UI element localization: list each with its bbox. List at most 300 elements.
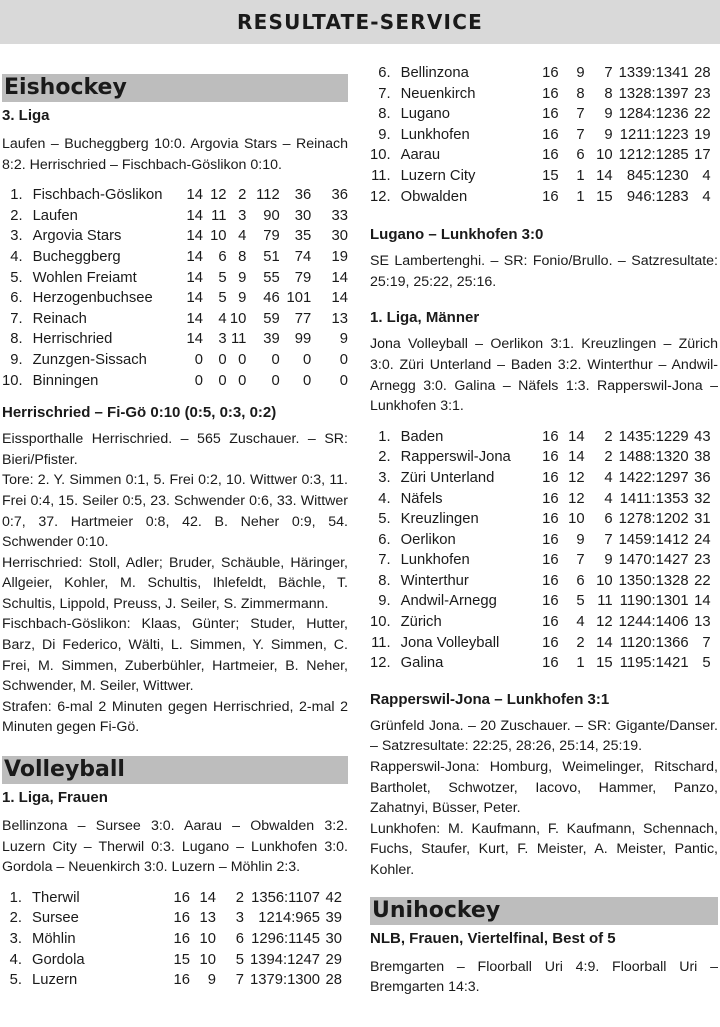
stat-cell: 12. bbox=[370, 655, 391, 672]
stat-cell: 16 bbox=[173, 972, 190, 989]
game-report: Fischbach-Göslikon: Klaas, Günter; Studer, Hutter, Barz, Di Federico, Wälti, L. Simmen, Y. Simmen, C. Frei, M. Simmen, Zuberbühler, Hartmeier, B. Neher, Schwender, M. Seiler, Wittwer. bbox=[2, 616, 348, 695]
page-title: RESULTATE-SERVICE bbox=[237, 10, 483, 34]
stat-cell: 1435:1229 bbox=[618, 428, 689, 445]
stat-cell: 15 bbox=[173, 951, 190, 968]
stat-cell: 33 bbox=[331, 207, 348, 224]
stat-cell: 10 bbox=[229, 310, 247, 327]
stat-cell: 1422:1297 bbox=[618, 469, 689, 486]
table-row bbox=[2, 268, 348, 289]
game-report: Tore: 2. Y. Simmen 0:1, 5. Frei 0:2, 10. Wittwer 0:3, 11. Frei 0:4, 15. Seiler 0:5, 23. Schwender 0:6, 33. Wittwer 0:7, 37. Hartmeier 0:8, 42. B. Neher 0:9, 54. Schwender 0:10. bbox=[2, 472, 348, 551]
stat-cell: 99 bbox=[294, 331, 312, 348]
league-heading: NLB, Frauen, Viertelfinal, Best of 5 bbox=[370, 929, 616, 947]
team-cell: Baden bbox=[400, 428, 444, 445]
stat-cell: 11. bbox=[371, 167, 391, 184]
team-cell: Luzern bbox=[32, 972, 78, 989]
game-report: Eissporthalle Herrischried. – 565 Zuschauer. – SR: Bieri/Pfister. bbox=[2, 431, 348, 468]
table-row bbox=[370, 571, 711, 592]
stat-cell: 9 bbox=[604, 552, 613, 569]
table-row bbox=[2, 888, 342, 909]
team-cell: Bucheggberg bbox=[32, 248, 121, 265]
stat-cell: 1350:1328 bbox=[618, 572, 689, 589]
stat-cell: 16 bbox=[542, 126, 559, 143]
stat-cell: 16 bbox=[542, 655, 559, 672]
stat-cell: 3 bbox=[218, 331, 227, 348]
stat-cell: 22 bbox=[694, 572, 711, 589]
stat-cell: 112 bbox=[256, 187, 280, 204]
stat-cell: 2 bbox=[238, 187, 247, 204]
stat-cell: 1. bbox=[9, 889, 22, 906]
stat-cell: 30 bbox=[325, 931, 342, 947]
stat-cell: 7 bbox=[576, 552, 585, 569]
stat-cell: 7 bbox=[576, 126, 585, 143]
team-cell: Reinach bbox=[32, 310, 87, 327]
stat-cell: 1 bbox=[576, 188, 585, 205]
stat-cell: 9 bbox=[576, 531, 585, 548]
stat-cell: 1278:1202 bbox=[618, 511, 689, 528]
stat-cell: 16 bbox=[542, 65, 559, 81]
stat-cell: 1488:1320 bbox=[618, 449, 689, 466]
stat-cell: 0 bbox=[194, 372, 204, 389]
league-heading: 3. Liga bbox=[2, 107, 50, 124]
stat-cell: 7 bbox=[604, 531, 613, 548]
stat-cell: 16 bbox=[542, 85, 559, 102]
stat-cell: 14 bbox=[186, 207, 204, 224]
stat-cell: 7 bbox=[576, 106, 585, 123]
stat-cell: 10 bbox=[210, 228, 227, 245]
stat-cell: 12 bbox=[568, 469, 585, 486]
stat-cell: 16 bbox=[542, 531, 559, 548]
stat-cell: 9 bbox=[238, 269, 247, 286]
stat-cell: 14 bbox=[596, 634, 613, 651]
stat-cell: 3 bbox=[235, 910, 244, 927]
stat-cell: 0 bbox=[218, 372, 227, 389]
stat-cell: 3 bbox=[238, 207, 247, 224]
team-cell: Jona Volleyball bbox=[400, 634, 500, 651]
stat-cell: 0 bbox=[238, 372, 247, 389]
team-cell: Argovia Stars bbox=[32, 228, 122, 245]
stat-cell: 9. bbox=[378, 126, 391, 143]
team-cell: Rapperswil-Jona bbox=[400, 449, 511, 466]
stat-cell: 51 bbox=[263, 248, 280, 265]
team-cell: Möhlin bbox=[32, 931, 76, 947]
stat-cell: 1328:1397 bbox=[618, 85, 689, 102]
stat-cell: 15 bbox=[542, 167, 559, 184]
table-row bbox=[2, 350, 348, 371]
stat-cell: 55 bbox=[263, 269, 280, 286]
stat-cell: 19 bbox=[694, 126, 711, 143]
stat-cell: 1284:1236 bbox=[618, 106, 689, 123]
stat-cell: 1296:1145 bbox=[251, 931, 320, 947]
stat-cell: 8 bbox=[604, 85, 613, 102]
team-cell: Bellinzona bbox=[400, 65, 469, 81]
stat-cell: 12 bbox=[210, 187, 227, 204]
table-row bbox=[370, 104, 711, 125]
team-cell: Wohlen Freiamt bbox=[32, 269, 137, 286]
team-cell: Kreuzlingen bbox=[400, 511, 479, 528]
stat-cell: 6 bbox=[576, 147, 585, 164]
stat-cell: 5 bbox=[576, 593, 585, 610]
stat-cell: 9 bbox=[339, 331, 348, 348]
stat-cell: 31 bbox=[694, 511, 711, 528]
section-title-volleyball: Volleyball bbox=[2, 756, 348, 784]
standings-table-volleyball-men bbox=[370, 427, 711, 674]
stat-cell: 16 bbox=[542, 511, 559, 528]
team-cell: Züri Unterland bbox=[400, 469, 495, 486]
stat-cell: 4 bbox=[238, 228, 247, 245]
stat-cell: 14 bbox=[568, 428, 585, 445]
stat-cell: 1459:1412 bbox=[618, 531, 689, 548]
stat-cell: 6. bbox=[378, 531, 391, 548]
stat-cell: 14 bbox=[186, 248, 204, 265]
stat-cell: 16 bbox=[173, 910, 190, 927]
team-cell: Herzogenbuchsee bbox=[32, 290, 153, 307]
stat-cell: 10 bbox=[199, 951, 216, 968]
results-paragraph: Laufen – Bucheggberg 10:0. Argovia Stars – Reinach 8:2. Herrischried – Fischbach-Göslikon 0:10. bbox=[2, 136, 348, 173]
stat-cell: 7. bbox=[10, 310, 23, 327]
team-cell: Galina bbox=[400, 655, 444, 672]
stat-cell: 0 bbox=[194, 351, 204, 368]
stat-cell: 46 bbox=[263, 290, 280, 307]
stat-cell: 10 bbox=[199, 931, 216, 947]
stat-cell: 14 bbox=[186, 228, 204, 245]
table-row bbox=[2, 970, 342, 991]
table-row bbox=[2, 929, 342, 950]
stat-cell: 13 bbox=[331, 310, 348, 327]
stat-cell: 10 bbox=[568, 511, 585, 528]
stat-cell: 23 bbox=[694, 552, 711, 569]
table-row bbox=[370, 550, 711, 571]
team-cell: Laufen bbox=[32, 207, 78, 224]
stat-cell: 16 bbox=[542, 552, 559, 569]
stat-cell: 0 bbox=[303, 372, 312, 389]
stat-cell: 0 bbox=[271, 351, 280, 368]
stat-cell: 5. bbox=[9, 972, 22, 989]
stat-cell: 11. bbox=[371, 634, 391, 651]
stat-cell: 1214:965 bbox=[258, 910, 320, 927]
stat-cell: 36 bbox=[294, 187, 312, 204]
table-row bbox=[370, 591, 711, 612]
stat-cell: 2 bbox=[604, 428, 613, 445]
team-cell: Winterthur bbox=[400, 572, 469, 589]
stat-cell: 1190:1301 bbox=[619, 593, 689, 610]
table-row bbox=[370, 125, 711, 146]
stat-cell: 8. bbox=[378, 572, 391, 589]
stat-cell: 42 bbox=[325, 889, 342, 906]
stat-cell: 74 bbox=[294, 248, 312, 265]
stat-cell: 13 bbox=[694, 614, 711, 631]
table-row bbox=[370, 427, 711, 448]
stat-cell: 79 bbox=[263, 228, 280, 245]
stat-cell: 9 bbox=[604, 106, 613, 123]
stat-cell: 8. bbox=[378, 106, 391, 123]
header-banner bbox=[0, 0, 720, 44]
stat-cell: 38 bbox=[694, 449, 711, 466]
stat-cell: 29 bbox=[325, 951, 342, 968]
game-report: SE Lambertenghi. – SR: Fonio/Brullo. – Satzresultate: 25:19, 25:22, 25:16. bbox=[370, 253, 718, 290]
stat-cell: 5 bbox=[235, 951, 244, 968]
stat-cell: 14 bbox=[331, 269, 348, 286]
table-row bbox=[2, 371, 348, 392]
team-cell: Zürich bbox=[400, 614, 442, 631]
stat-cell: 28 bbox=[694, 65, 711, 81]
table-row bbox=[2, 908, 342, 929]
stat-cell: 15 bbox=[596, 188, 613, 205]
stat-cell: 2 bbox=[604, 449, 613, 466]
stat-cell: 24 bbox=[694, 531, 711, 548]
stat-cell: 16 bbox=[542, 593, 559, 610]
stat-cell: 5 bbox=[218, 290, 227, 307]
stat-cell: 10. bbox=[2, 372, 23, 389]
stat-cell: 30 bbox=[331, 228, 348, 245]
team-cell: Neuenkirch bbox=[400, 85, 476, 102]
stat-cell: 1. bbox=[378, 428, 391, 445]
table-row bbox=[370, 84, 711, 105]
stat-cell: 59 bbox=[263, 310, 280, 327]
stat-cell: 35 bbox=[294, 228, 312, 245]
stat-cell: 6 bbox=[235, 931, 244, 947]
stat-cell: 9 bbox=[576, 65, 585, 81]
stat-cell: 4 bbox=[576, 614, 585, 631]
league-heading: 1. Liga, Männer bbox=[370, 309, 480, 327]
stat-cell: 9 bbox=[238, 290, 247, 307]
stat-cell: 101 bbox=[286, 290, 312, 307]
table-row bbox=[370, 612, 711, 633]
stat-cell: 16 bbox=[542, 147, 559, 164]
stat-cell: 19 bbox=[331, 248, 348, 265]
stat-cell: 14 bbox=[186, 331, 204, 348]
table-row bbox=[2, 226, 348, 247]
table-row bbox=[2, 329, 348, 350]
stat-cell: 12 bbox=[596, 614, 613, 631]
stat-cell: 0 bbox=[339, 372, 348, 389]
stat-cell: 14 bbox=[186, 269, 204, 286]
stat-cell: 0 bbox=[218, 351, 227, 368]
team-cell: Luzern City bbox=[400, 167, 476, 184]
stat-cell: 1120:1366 bbox=[619, 634, 689, 651]
standings-table-volleyball-women bbox=[2, 888, 342, 991]
stat-cell: 11 bbox=[211, 207, 227, 224]
stat-cell: 13 bbox=[199, 910, 216, 927]
stat-cell: 12. bbox=[370, 188, 391, 205]
stat-cell: 1356:1107 bbox=[251, 889, 320, 906]
stat-cell: 9. bbox=[378, 593, 391, 610]
table-row bbox=[370, 653, 711, 674]
standings-table-volleyball-women-continued bbox=[370, 63, 711, 207]
game-heading: Herrischried – Fi-Gö 0:10 (0:5, 0:3, 0:2) bbox=[2, 404, 277, 422]
table-row bbox=[2, 950, 342, 971]
team-cell: Sursee bbox=[32, 910, 79, 927]
team-cell: Näfels bbox=[400, 490, 443, 507]
team-cell: Aarau bbox=[400, 147, 441, 164]
stat-cell: 7. bbox=[378, 85, 391, 102]
stat-cell: 5. bbox=[378, 511, 391, 528]
stat-cell: 14 bbox=[331, 290, 348, 307]
stat-cell: 16 bbox=[173, 931, 190, 947]
stat-cell: 4 bbox=[218, 310, 227, 327]
stat-cell: 2. bbox=[9, 910, 22, 927]
stat-cell: 28 bbox=[325, 972, 342, 989]
game-report: Strafen: 6-mal 2 Minuten gegen Herrischried, 2-mal 2 Minuten gegen Fi-Gö. bbox=[2, 698, 348, 736]
stat-cell: 2. bbox=[378, 449, 391, 466]
stat-cell: 5 bbox=[702, 655, 711, 672]
team-cell: Obwalden bbox=[400, 188, 468, 205]
table-row bbox=[370, 633, 711, 654]
table-row bbox=[370, 509, 711, 530]
game-heading: Lugano – Lunkhofen 3:0 bbox=[370, 226, 544, 244]
table-row bbox=[370, 530, 711, 551]
standings-table-eishockey bbox=[2, 185, 348, 391]
stat-cell: 16 bbox=[542, 188, 559, 205]
stat-cell: 946:1283 bbox=[626, 188, 689, 205]
stat-cell: 2 bbox=[576, 634, 585, 651]
stat-cell: 6 bbox=[604, 511, 613, 528]
stat-cell: 36 bbox=[694, 469, 711, 486]
stat-cell: 1470:1427 bbox=[618, 552, 689, 569]
game-report: Herrischried: Stoll, Adler; Bruder, Schäuble, Häringer, Allgeier, Kohler, M. Schultis, Ihlefeldt, Bächle, T. Schultis, Lippold, Preuss, J. Seiler, S. Zimmermann. bbox=[2, 554, 348, 612]
stat-cell: 1 bbox=[576, 655, 585, 672]
left-column bbox=[2, 44, 348, 991]
stat-cell: 39 bbox=[325, 910, 342, 927]
game-report: Lunkhofen: M. Kaufmann, F. Kaufmann, Schennach, Fuchs, Staufer, Kurt, F. Meister, A. Meister, Pantic, Kohler. bbox=[370, 820, 718, 878]
stat-cell: 1339:1341 bbox=[618, 65, 689, 81]
team-cell: Andwil-Arnegg bbox=[400, 593, 497, 610]
stat-cell: 4 bbox=[702, 167, 711, 184]
stat-cell: 10. bbox=[370, 147, 391, 164]
stat-cell: 36 bbox=[331, 187, 348, 204]
stat-cell: 2 bbox=[235, 889, 244, 906]
stat-cell: 5. bbox=[10, 269, 23, 286]
stat-cell: 43 bbox=[694, 428, 711, 445]
stat-cell: 10 bbox=[596, 572, 613, 589]
stat-cell: 1. bbox=[10, 187, 23, 204]
table-row bbox=[2, 309, 348, 330]
stat-cell: 0 bbox=[271, 372, 280, 389]
team-cell: Lugano bbox=[400, 106, 450, 123]
table-row bbox=[370, 63, 711, 84]
stat-cell: 23 bbox=[694, 85, 711, 102]
stat-cell: 845:1230 bbox=[626, 167, 689, 184]
stat-cell: 1379:1300 bbox=[250, 972, 320, 989]
stat-cell: 30 bbox=[294, 207, 312, 224]
stat-cell: 7 bbox=[702, 634, 711, 651]
team-cell: Fischbach-Göslikon bbox=[32, 187, 163, 204]
stat-cell: 1212:1285 bbox=[618, 147, 689, 164]
stat-cell: 17 bbox=[694, 147, 711, 164]
stat-cell: 14 bbox=[199, 889, 216, 906]
section-title-unihockey: Unihockey bbox=[370, 897, 718, 925]
stat-cell: 1244:1406 bbox=[618, 614, 689, 631]
table-row bbox=[370, 468, 711, 489]
stat-cell: 4 bbox=[604, 469, 613, 486]
stat-cell: 5 bbox=[218, 269, 227, 286]
stat-cell: 7. bbox=[378, 552, 391, 569]
stat-cell: 8 bbox=[576, 85, 585, 102]
stat-cell: 4. bbox=[10, 248, 23, 265]
team-cell: Therwil bbox=[32, 889, 80, 906]
game-heading: Rapperswil-Jona – Lunkhofen 3:1 bbox=[370, 690, 610, 708]
stat-cell: 77 bbox=[294, 310, 312, 327]
team-cell: Lunkhofen bbox=[400, 552, 470, 569]
stat-cell: 8 bbox=[238, 248, 247, 265]
table-row bbox=[370, 187, 711, 208]
stat-cell: 3. bbox=[9, 931, 22, 947]
team-cell: Lunkhofen bbox=[400, 126, 470, 143]
results-paragraph: Jona Volleyball – Oerlikon 3:1. Kreuzlingen – Zürich 3:0. Züri Unterland – Baden 3:2. Winterthur – Andwil-Arnegg 3:0. Galina – Näfels 1:3. Rapperswil-Jona – Lunkhofen 3:1. bbox=[370, 336, 718, 415]
table-row bbox=[370, 166, 711, 187]
stat-cell: 12 bbox=[568, 490, 585, 507]
stat-cell: 10 bbox=[596, 147, 613, 164]
stat-cell: 15 bbox=[596, 655, 613, 672]
table-row bbox=[2, 206, 348, 227]
stat-cell: 1394:1247 bbox=[250, 951, 320, 968]
stat-cell: 16 bbox=[542, 490, 559, 507]
stat-cell: 9 bbox=[604, 126, 613, 143]
results-paragraph: Bremgarten – Floorball Uri 4:9. Floorball Uri – Bremgarten 14:3. bbox=[370, 958, 718, 996]
stat-cell: 11 bbox=[597, 593, 613, 610]
stat-cell: 16 bbox=[542, 614, 559, 631]
stat-cell: 32 bbox=[694, 490, 711, 507]
stat-cell: 16 bbox=[542, 106, 559, 123]
stat-cell: 6. bbox=[10, 290, 23, 307]
stat-cell: 16 bbox=[542, 634, 559, 651]
stat-cell: 6 bbox=[576, 572, 585, 589]
team-cell: Herrischried bbox=[32, 331, 113, 348]
stat-cell: 14 bbox=[186, 290, 204, 307]
stat-cell: 16 bbox=[542, 469, 559, 486]
stat-cell: 90 bbox=[263, 207, 280, 224]
stat-cell: 14 bbox=[186, 310, 204, 327]
team-cell: Zunzgen-Sissach bbox=[32, 351, 147, 368]
stat-cell: 1411:1353 bbox=[619, 490, 689, 507]
stat-cell: 9 bbox=[207, 972, 216, 989]
league-heading: 1. Liga, Frauen bbox=[2, 789, 108, 807]
stat-cell: 0 bbox=[238, 351, 247, 368]
results-paragraph: Bellinzona – Sursee 3:0. Aarau – Obwalden 3:2. Luzern City – Therwil 0:3. Lugano – Lunkhofen 3:0. Gordola – Neuenkirch 3:0. Luzern – Möhlin 2:3. bbox=[2, 818, 348, 876]
stat-cell: 6. bbox=[378, 65, 391, 81]
game-report: Rapperswil-Jona: Homburg, Weimelinger, Ritschard, Bartholet, Schwotzer, Iacovo, Hammer, Panzo, Zahatnyi, Büsser, Peter. bbox=[370, 759, 718, 817]
stat-cell: 16 bbox=[542, 449, 559, 466]
stat-cell: 1195:1421 bbox=[619, 655, 689, 672]
table-row bbox=[370, 489, 711, 510]
table-row bbox=[370, 447, 711, 468]
team-cell: Oerlikon bbox=[400, 531, 456, 548]
stat-cell: 4. bbox=[378, 490, 391, 507]
section-title-eishockey: Eishockey bbox=[2, 74, 348, 102]
stat-cell: 7 bbox=[235, 972, 244, 989]
stat-cell: 22 bbox=[694, 106, 711, 123]
stat-cell: 79 bbox=[294, 269, 312, 286]
stat-cell: 2. bbox=[10, 207, 23, 224]
stat-cell: 14 bbox=[568, 449, 585, 466]
stat-cell: 8. bbox=[10, 331, 23, 348]
table-row bbox=[2, 247, 348, 268]
stat-cell: 9. bbox=[10, 351, 23, 368]
stat-cell: 4 bbox=[702, 188, 711, 205]
stat-cell: 7 bbox=[604, 65, 613, 81]
stat-cell: 3. bbox=[378, 469, 391, 486]
table-row bbox=[2, 185, 348, 206]
stat-cell: 3. bbox=[10, 228, 23, 245]
stat-cell: 4 bbox=[604, 490, 613, 507]
team-cell: Gordola bbox=[32, 951, 85, 968]
right-column bbox=[370, 44, 718, 998]
stat-cell: 10. bbox=[370, 614, 391, 631]
team-cell: Binningen bbox=[32, 372, 99, 389]
stat-cell: 6 bbox=[218, 248, 227, 265]
stat-cell: 16 bbox=[542, 428, 559, 445]
stat-cell: 14 bbox=[694, 593, 711, 610]
stat-cell: 39 bbox=[263, 331, 280, 348]
